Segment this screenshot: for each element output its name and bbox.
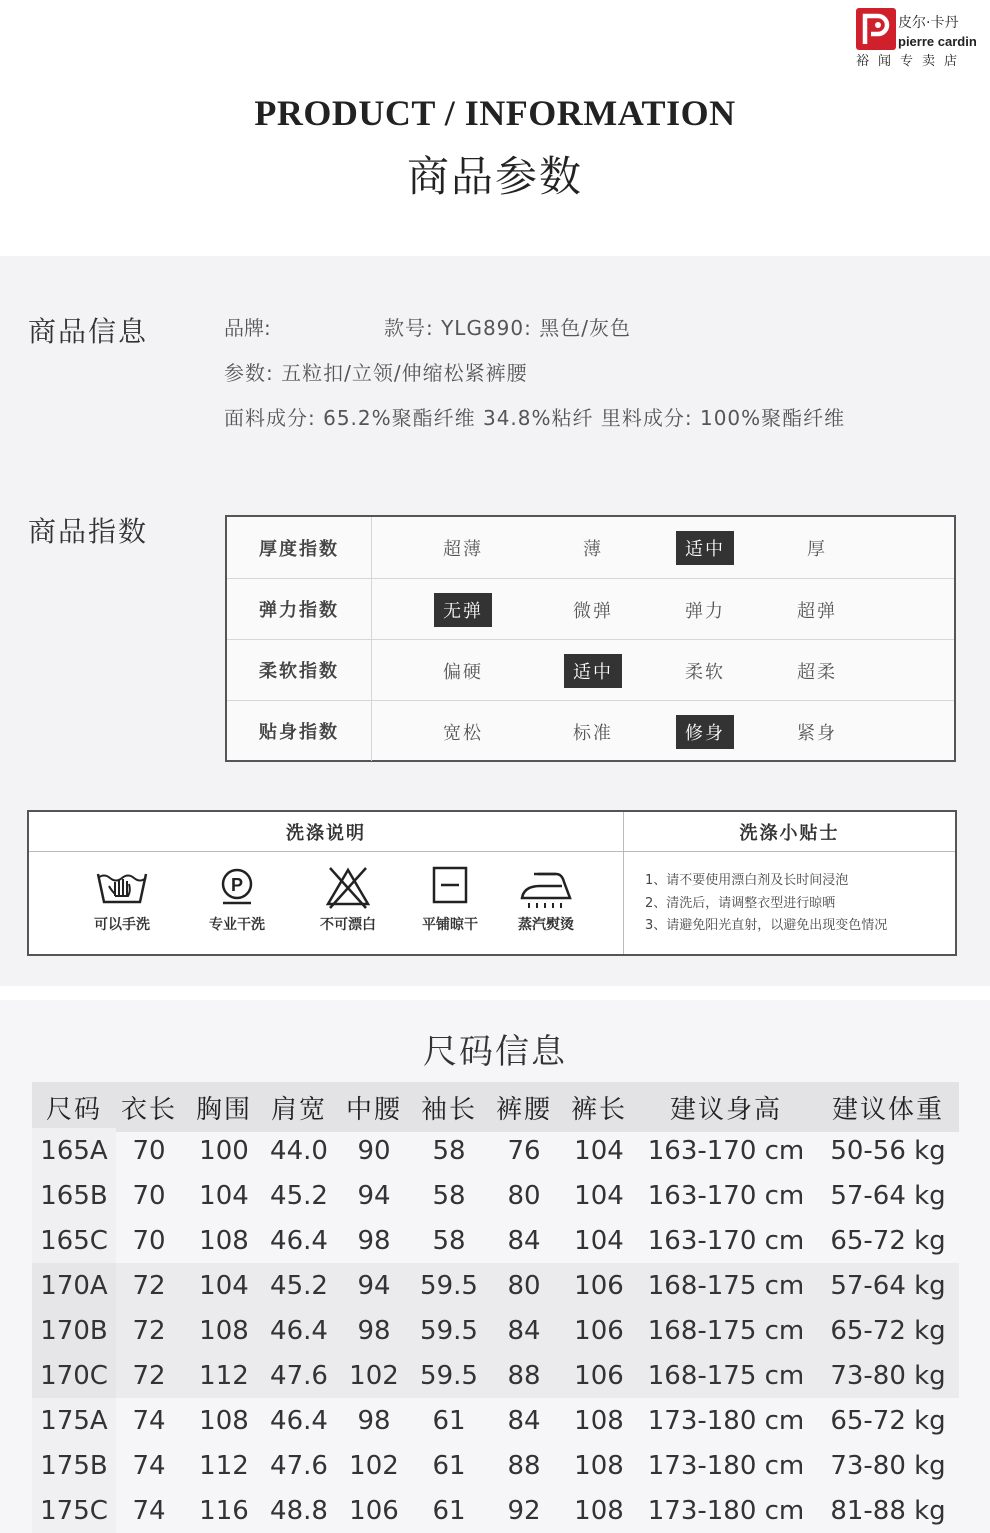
index-option: 紧身 bbox=[797, 723, 837, 744]
size-cell: 173-180 cm bbox=[647, 1495, 805, 1526]
size-cell: 102 bbox=[349, 1450, 399, 1481]
size-cell: 104 bbox=[199, 1180, 249, 1211]
size-cell: 116 bbox=[199, 1495, 249, 1526]
size-cell: 98 bbox=[357, 1315, 391, 1346]
size-header-cell: 衣长 bbox=[120, 1094, 177, 1125]
size-cell: 50-56 kg bbox=[830, 1135, 946, 1166]
size-cell: 92 bbox=[507, 1495, 541, 1526]
logo-brand-cn: 皮尔·卡丹 bbox=[898, 15, 959, 31]
size-cell: 61 bbox=[432, 1495, 466, 1526]
size-cell: 84 bbox=[507, 1225, 541, 1256]
size-header-row bbox=[32, 1082, 959, 1132]
size-cell: 168-175 cm bbox=[647, 1270, 805, 1301]
size-header-cell: 胸围 bbox=[195, 1094, 252, 1125]
size-cell: 163-170 cm bbox=[647, 1180, 805, 1211]
size-row bbox=[32, 1488, 959, 1533]
size-cell: 170C bbox=[32, 1353, 116, 1398]
wash-item-steam-iron bbox=[491, 866, 601, 934]
size-cell: 165B bbox=[32, 1173, 116, 1218]
size-cell: 45.2 bbox=[270, 1270, 328, 1301]
size-cell: 74 bbox=[132, 1495, 166, 1526]
size-cell: 104 bbox=[574, 1180, 624, 1211]
size-cell: 163-170 cm bbox=[647, 1135, 805, 1166]
index-row-label: 贴身指数 bbox=[227, 701, 372, 761]
size-cell: 168-175 cm bbox=[647, 1315, 805, 1346]
size-cell: 74 bbox=[132, 1450, 166, 1481]
size-cell: 88 bbox=[507, 1360, 541, 1391]
size-cell: 104 bbox=[199, 1270, 249, 1301]
size-row bbox=[32, 1173, 959, 1218]
index-option: 超弹 bbox=[797, 601, 837, 622]
washing-tips-title: 洗涤小贴士 bbox=[624, 812, 955, 852]
washing-tip: 3、请避免阳光直射，以避免出现变色情况 bbox=[645, 918, 888, 933]
index-option: 弹力 bbox=[685, 601, 725, 622]
size-cell: 175C bbox=[32, 1488, 116, 1533]
fabric-composition: 面料成分: 65.2%聚酯纤维 34.8%粘纤 里料成分: 100%聚酯纤维 bbox=[224, 406, 846, 430]
size-cell: 70 bbox=[132, 1135, 166, 1166]
dry-flat-icon bbox=[430, 866, 470, 906]
size-cell: 58 bbox=[432, 1180, 466, 1211]
index-row-label: 弹力指数 bbox=[227, 579, 372, 639]
size-cell: 45.2 bbox=[270, 1180, 328, 1211]
size-cell: 173-180 cm bbox=[647, 1450, 805, 1481]
size-cell: 90 bbox=[357, 1135, 391, 1166]
size-cell: 94 bbox=[357, 1270, 391, 1301]
params-line: 参数: 五粒扣/立领/伸缩松紧裤腰 bbox=[224, 361, 528, 385]
index-option-selected: 适中 bbox=[676, 531, 734, 565]
size-cell: 108 bbox=[199, 1315, 249, 1346]
size-cell: 98 bbox=[357, 1405, 391, 1436]
size-row bbox=[32, 1263, 959, 1308]
size-header-cell: 裤腰 bbox=[495, 1094, 552, 1125]
wash-item-hand-wash bbox=[67, 866, 177, 934]
size-cell: 72 bbox=[132, 1270, 166, 1301]
index-row bbox=[227, 639, 954, 700]
size-cell: 100 bbox=[199, 1135, 249, 1166]
washing-tip: 2、清洗后，请调整衣型进行晾晒 bbox=[645, 895, 836, 911]
index-option: 厚 bbox=[807, 539, 827, 560]
size-cell: 108 bbox=[199, 1405, 249, 1436]
size-cell: 170A bbox=[32, 1263, 116, 1308]
size-cell: 46.4 bbox=[270, 1405, 328, 1436]
product-index-table bbox=[225, 515, 956, 762]
size-cell: 65-72 kg bbox=[830, 1225, 946, 1256]
size-cell: 47.6 bbox=[270, 1450, 328, 1481]
brand-logo bbox=[852, 6, 986, 68]
steam-iron-icon bbox=[518, 866, 574, 910]
size-header-cell: 建议体重 bbox=[831, 1094, 944, 1125]
size-cell: 80 bbox=[507, 1180, 541, 1211]
size-cell: 106 bbox=[574, 1360, 624, 1391]
size-row bbox=[32, 1443, 959, 1488]
wash-item-dry-clean bbox=[182, 866, 292, 934]
index-option-selected: 修身 bbox=[676, 715, 734, 749]
size-cell: 112 bbox=[199, 1360, 249, 1391]
index-row bbox=[227, 517, 954, 578]
hand-wash-icon bbox=[95, 866, 149, 906]
washing-tip: 1、请不要使用漂白剂及长时间浸泡 bbox=[645, 873, 849, 888]
size-cell: 84 bbox=[507, 1405, 541, 1436]
size-cell: 104 bbox=[574, 1135, 624, 1166]
size-row bbox=[32, 1128, 959, 1173]
size-cell: 59.5 bbox=[420, 1315, 478, 1346]
size-cell: 104 bbox=[574, 1225, 624, 1256]
professional-dry-clean-icon bbox=[217, 866, 257, 906]
size-cell: 59.5 bbox=[420, 1360, 478, 1391]
size-cell: 57-64 kg bbox=[830, 1180, 946, 1211]
size-cell: 70 bbox=[132, 1225, 166, 1256]
size-cell: 72 bbox=[132, 1360, 166, 1391]
washing-panel bbox=[27, 810, 957, 956]
wash-label: 蒸汽熨烫 bbox=[518, 917, 574, 933]
size-cell: 80 bbox=[507, 1270, 541, 1301]
index-option-selected: 适中 bbox=[564, 654, 622, 688]
index-option: 偏硬 bbox=[443, 662, 483, 683]
size-row bbox=[32, 1398, 959, 1443]
size-cell: 106 bbox=[574, 1270, 624, 1301]
size-row bbox=[32, 1308, 959, 1353]
size-header-cell: 袖长 bbox=[420, 1094, 477, 1125]
size-header-cell: 尺码 bbox=[45, 1094, 102, 1125]
size-cell: 70 bbox=[132, 1180, 166, 1211]
size-cell: 163-170 cm bbox=[647, 1225, 805, 1256]
logo-store-name: 裕闻专卖店 bbox=[856, 54, 967, 69]
size-cell: 170B bbox=[32, 1308, 116, 1353]
size-cell: 57-64 kg bbox=[830, 1270, 946, 1301]
size-cell: 108 bbox=[574, 1450, 624, 1481]
svg-text:P: P bbox=[230, 875, 244, 895]
size-cell: 73-80 kg bbox=[830, 1450, 946, 1481]
size-cell: 44.0 bbox=[270, 1135, 328, 1166]
logo-brand-en: pierre cardin bbox=[898, 34, 977, 49]
size-cell: 47.6 bbox=[270, 1360, 328, 1391]
size-cell: 65-72 kg bbox=[830, 1405, 946, 1436]
size-cell: 106 bbox=[574, 1315, 624, 1346]
size-cell: 46.4 bbox=[270, 1225, 328, 1256]
index-option: 宽松 bbox=[443, 723, 483, 744]
wash-label: 不可漂白 bbox=[320, 917, 376, 933]
size-chart-title: 尺码信息 bbox=[423, 1032, 567, 1072]
size-cell: 175A bbox=[32, 1398, 116, 1443]
washing-title: 洗涤说明 bbox=[29, 812, 623, 852]
washing-divider bbox=[623, 812, 624, 954]
index-row bbox=[227, 700, 954, 761]
size-cell: 72 bbox=[132, 1315, 166, 1346]
index-option: 微弹 bbox=[573, 601, 613, 622]
size-row bbox=[32, 1353, 959, 1398]
size-cell: 94 bbox=[357, 1180, 391, 1211]
wash-label: 可以手洗 bbox=[94, 917, 150, 933]
index-option: 标准 bbox=[573, 723, 613, 744]
size-cell: 73-80 kg bbox=[830, 1360, 946, 1391]
no-bleach-icon bbox=[324, 866, 372, 910]
product-info-title: 商品信息 bbox=[28, 315, 149, 348]
model-number: 款号: YLG890: 黑色/灰色 bbox=[384, 316, 631, 340]
size-cell: 61 bbox=[432, 1450, 466, 1481]
size-cell: 165C bbox=[32, 1218, 116, 1263]
size-cell: 108 bbox=[574, 1495, 624, 1526]
brand-label: 品牌: bbox=[224, 316, 271, 340]
size-cell: 58 bbox=[432, 1225, 466, 1256]
wash-label: 平铺晾干 bbox=[422, 917, 478, 933]
size-cell: 46.4 bbox=[270, 1315, 328, 1346]
wash-item-dry-flat bbox=[395, 866, 505, 934]
size-cell: 81-88 kg bbox=[830, 1495, 946, 1526]
size-header-cell: 裤长 bbox=[570, 1094, 627, 1125]
size-cell: 108 bbox=[199, 1225, 249, 1256]
size-cell: 61 bbox=[432, 1405, 466, 1436]
wash-item-no-bleach bbox=[293, 866, 403, 934]
size-header-cell: 肩宽 bbox=[270, 1094, 327, 1125]
size-cell: 74 bbox=[132, 1405, 166, 1436]
product-index-title: 商品指数 bbox=[28, 515, 149, 548]
size-cell: 58 bbox=[432, 1135, 466, 1166]
size-cell: 76 bbox=[507, 1135, 541, 1166]
page-title-en: PRODUCT / INFORMATION bbox=[254, 93, 736, 133]
pierre-cardin-logo-icon bbox=[856, 8, 896, 50]
washing-tips-list bbox=[645, 870, 887, 938]
page-title-cn: 商品参数 bbox=[406, 152, 583, 201]
index-option: 薄 bbox=[583, 539, 603, 560]
size-row bbox=[32, 1218, 959, 1263]
index-option: 超柔 bbox=[797, 662, 837, 683]
index-row-label: 厚度指数 bbox=[227, 517, 372, 578]
size-cell: 168-175 cm bbox=[647, 1360, 805, 1391]
size-cell: 173-180 cm bbox=[647, 1405, 805, 1436]
size-cell: 65-72 kg bbox=[830, 1315, 946, 1346]
size-header-cell: 中腰 bbox=[345, 1094, 402, 1125]
size-header-cell: 建议身高 bbox=[669, 1094, 782, 1125]
size-cell: 108 bbox=[574, 1405, 624, 1436]
index-option: 柔软 bbox=[685, 662, 725, 683]
wash-label: 专业干洗 bbox=[209, 917, 265, 933]
size-cell: 98 bbox=[357, 1225, 391, 1256]
index-option-selected: 无弹 bbox=[434, 593, 492, 627]
size-cell: 102 bbox=[349, 1360, 399, 1391]
size-cell: 84 bbox=[507, 1315, 541, 1346]
index-option: 超薄 bbox=[443, 539, 483, 560]
index-row bbox=[227, 578, 954, 639]
size-cell: 88 bbox=[507, 1450, 541, 1481]
size-cell: 59.5 bbox=[420, 1270, 478, 1301]
size-cell: 48.8 bbox=[270, 1495, 328, 1526]
size-cell: 175B bbox=[32, 1443, 116, 1488]
size-cell: 106 bbox=[349, 1495, 399, 1526]
size-cell: 165A bbox=[32, 1128, 116, 1173]
index-row-label: 柔软指数 bbox=[227, 640, 372, 700]
size-cell: 112 bbox=[199, 1450, 249, 1481]
